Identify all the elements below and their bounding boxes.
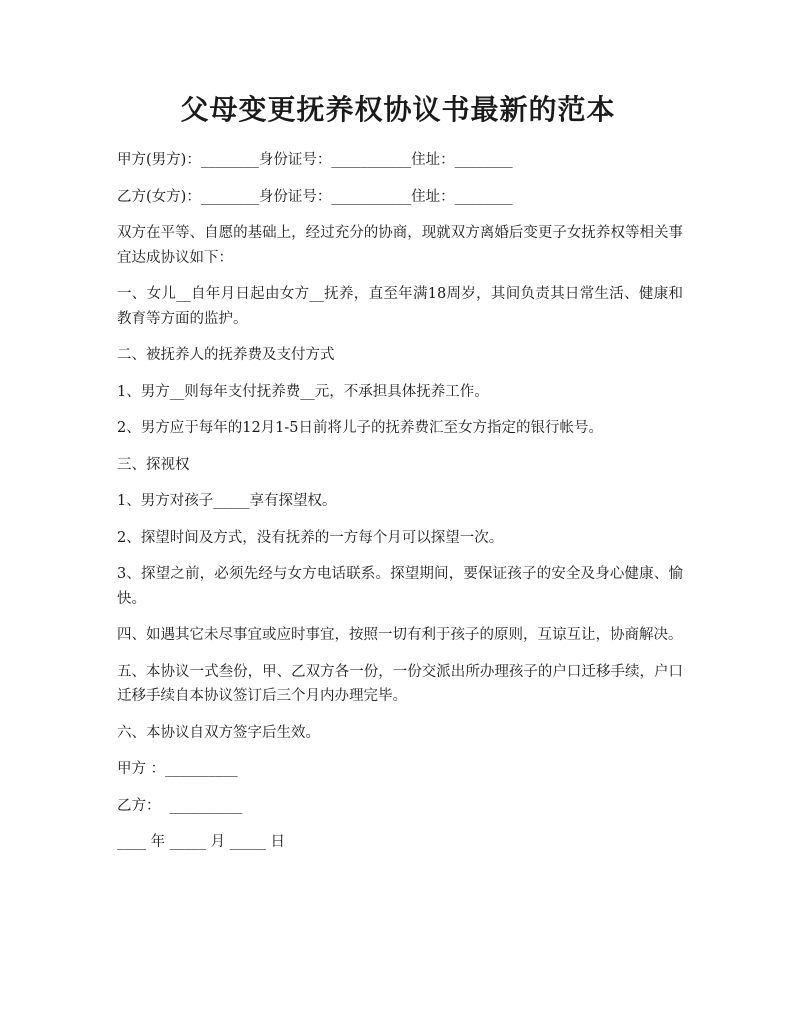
clause-3-item-1: 1、男方对孩子_____享有探望权。: [117, 493, 337, 509]
clause-5: 五、本协议一式叁份，甲、乙双方各一份，一份交派出所办理孩子的户口迁移手续，户口迁移手续自本协议签订后三个月内办理完毕。: [117, 663, 683, 704]
clause-3-heading: 三、探视权: [117, 456, 190, 473]
document-body: [117, 148, 683, 867]
clause-3-item-2: 2、探望时间及方式，没有抚养的一方每个月可以探望一次。: [117, 529, 504, 546]
clause-2-item-2: 2、男方应于每年的12月1-5日前将儿子的抚养费汇至女方指定的银行帐号。: [117, 420, 604, 436]
party-b-line: 乙方(女方)：________身份证号：___________住址：________: [117, 188, 513, 205]
clause-6: 六、本协议自双方签字后生效。: [117, 724, 320, 741]
signature-party-a: 甲方 ：__________: [117, 761, 238, 777]
preamble-paragraph: 双方在平等、自愿的基础上，经过充分的协商，现就双方离婚后变更子女抚养权等相关事宜达成协议如下：: [117, 225, 683, 266]
clause-2-item-1: 1、男方__则每年支付抚养费__元，不承担具体抚养工作。: [117, 383, 489, 400]
clause-3-item-3: 3、探望之前，必须先经与女方电话联系。探望期间，要保证孩子的安全及身心健康、愉快。: [117, 566, 683, 607]
clause-2-heading: 二、被抚养人的抚养费及支付方式: [117, 347, 335, 363]
clause-4: 四、如遇其它未尽事宜或应时事宜，按照一切有利于孩子的原则，互谅互让，协商解决。: [117, 627, 683, 643]
document-title: 父母变更抚养权协议书最新的范本: [180, 93, 616, 126]
signature-party-b: 乙方： __________: [117, 797, 243, 814]
signature-date: ____ 年 _____ 月 _____ 日: [117, 834, 286, 850]
clause-1-custody: 一、女儿__自年月日起由女方__抚养，直至年满18周岁，其间负责其日常生活、健康和教育等方面的监护。: [117, 286, 683, 327]
party-a-line: 甲方(男方)：________身份证号：___________住址：________: [117, 152, 513, 168]
